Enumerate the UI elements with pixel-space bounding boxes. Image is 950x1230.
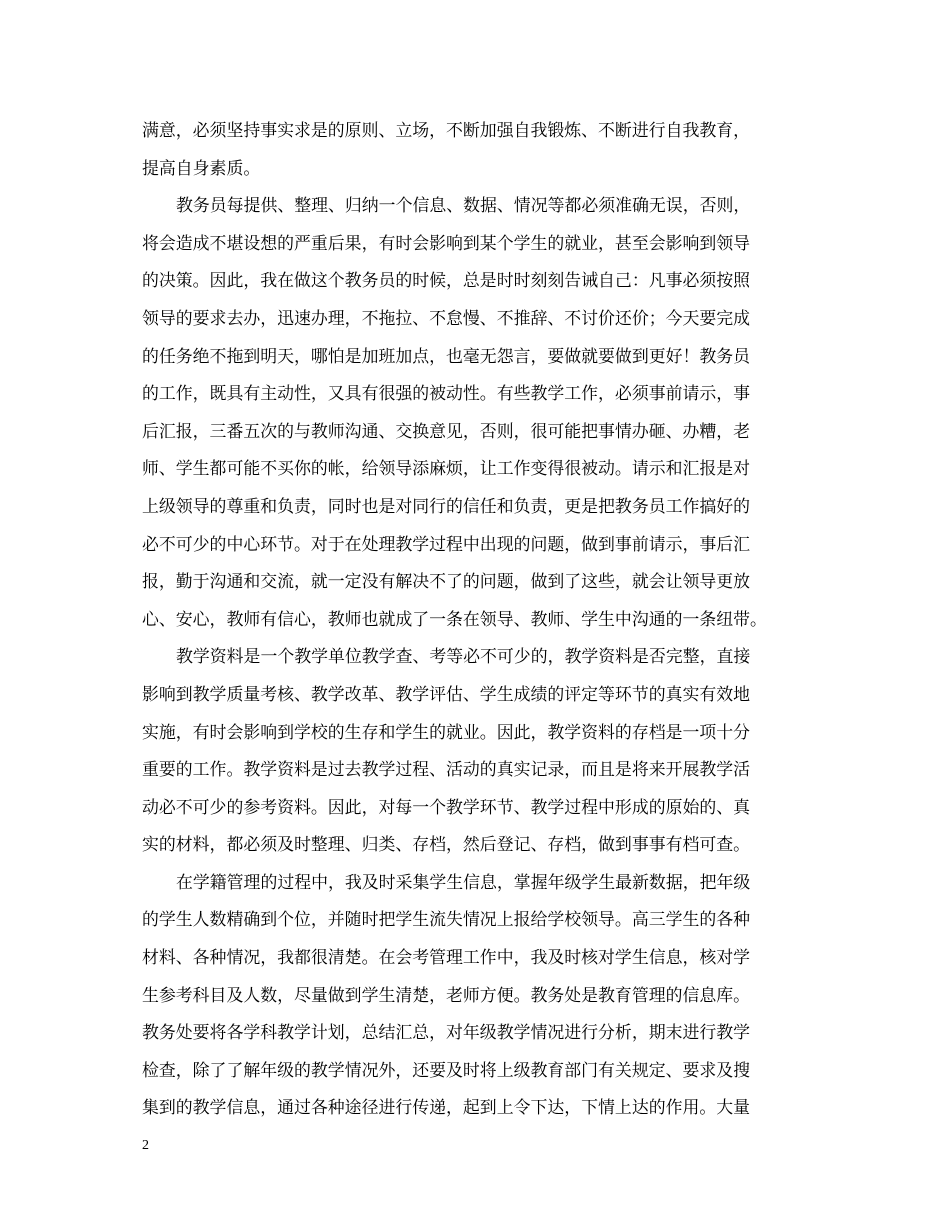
- text-line: 心、安心，教师有信心，教师也就成了一条在领导、教师、学生中沟通的一条纽带。: [142, 608, 767, 629]
- text-line: 动必不可少的参考资料。因此，对每一个教学环节、教学过程中形成的原始的、真: [142, 796, 751, 817]
- text-line: 在学籍管理的过程中，我及时采集学生信息，掌握年级学生最新数据，把年级: [176, 871, 751, 892]
- text-line: 集到的教学信息，通过各种途径进行传递，起到上令下达，下情上达的作用。大量: [142, 1097, 751, 1118]
- text-line: 实的材料，都必须及时整理、归类、存档，然后登记、存档，做到事事有档可查。: [142, 834, 751, 855]
- text-line: 满意，必须坚持事实求是的原则、立场，不断加强自我锻炼、不断进行自我教育，: [142, 120, 751, 140]
- text-line: 的学生人数精确到个位，并随时把学生流失情况上报给学校领导。高三学生的各种: [142, 909, 751, 930]
- text-line: 教学资料是一个教学单位教学查、考等必不可少的，教学资料是否完整，直接: [176, 646, 751, 667]
- text-line: 上级领导的尊重和负责，同时也是对同行的信任和负责，更是把教务员工作搞好的: [142, 495, 751, 516]
- text-line: 的决策。因此，我在做这个教务员的时候，总是时时刻刻告诫自己：凡事必须按照: [142, 270, 751, 291]
- text-line: 报，勤于沟通和交流，就一定没有解决不了的问题，做到了这些，就会让领导更放: [142, 571, 751, 592]
- page-number: 2: [142, 1138, 149, 1153]
- text-line: 教务处要将各学科教学计划，总结汇总，对年级教学情况进行分析，期末进行教学: [142, 1022, 751, 1043]
- text-line: 材料、各种情况，我都很清楚。在会考管理工作中，我及时核对学生信息，核对学: [142, 947, 751, 968]
- text-line: 检查，除了了解年级的教学情况外，还要及时将上级教育部门有关规定、要求及搜: [142, 1059, 751, 1080]
- text-line: 将会造成不堪设想的严重后果，有时会影响到某个学生的就业，甚至会影响到领导: [142, 232, 751, 253]
- text-line: 后汇报，三番五次的与教师沟通、交换意见，否则，很可能把事情办砸、办糟，老: [142, 420, 751, 441]
- text-line: 影响到教学质量考核、教学改革、教学评估、学生成绩的评定等环节的真实有效地: [142, 683, 751, 704]
- text-line: 提高自身素质。: [142, 157, 261, 178]
- body-text: [142, 112, 822, 1127]
- text-line: 的任务绝不拖到明天，哪怕是加班加点，也毫无怨言，要做就要做到更好！教务员: [142, 345, 751, 366]
- text-line: 重要的工作。教学资料是过去教学过程、活动的真实记录，而且是将来开展教学活: [142, 759, 751, 780]
- text-line: 必不可少的中心环节。对于在处理教学过程中出现的问题，做到事前请示，事后汇: [142, 533, 751, 554]
- text-line: 教务员每提供、整理、归纳一个信息、数据、情况等都必须准确无误，否则，: [176, 195, 751, 216]
- text-line: 领导的要求去办，迅速办理，不拖拉、不怠慢、不推辞、不讨价还价；今天要完成: [142, 307, 751, 328]
- text-line: 实施，有时会影响到学校的生存和学生的就业。因此，教学资料的存档是一项十分: [142, 721, 751, 742]
- text-line: 生参考科目及人数，尽量做到学生清楚，老师方便。教务处是教育管理的信息库。: [142, 984, 751, 1005]
- text-line: 的工作，既具有主动性，又具有很强的被动性。有些教学工作，必须事前请示，事: [142, 383, 751, 404]
- text-line: 师、学生都可能不买你的帐，给领导添麻烦，让工作变得很被动。请示和汇报是对: [142, 458, 751, 479]
